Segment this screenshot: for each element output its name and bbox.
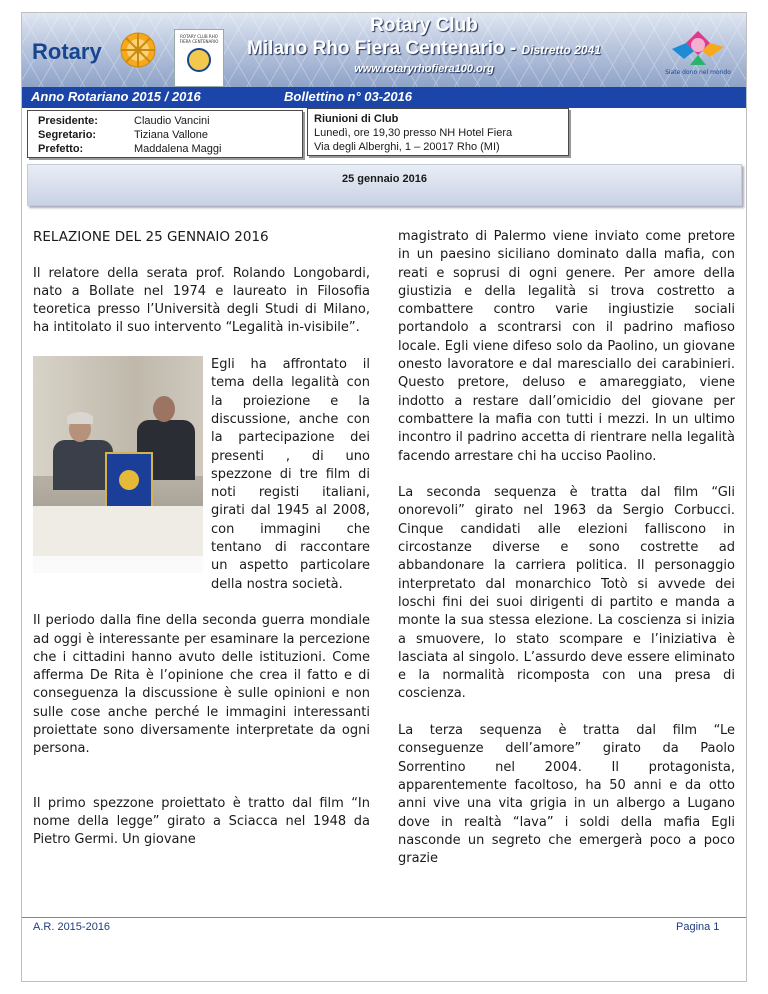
photo-person-left	[53, 440, 113, 490]
footer-divider	[22, 917, 746, 918]
meetings-address: Via degli Alberghi, 1 – 20017 Rho (MI)	[314, 141, 500, 153]
page-number: Pagina 1	[676, 921, 720, 933]
article-paragraph: Il periodo dalla fine della seconda guerra mondiale ad oggi è interessante per esaminare la percezione che i cittadini hanno avuto delle istituzioni. Come afferma De Rita è l’opinione che crea il fatto e di conseguenza la discussione è sulle opinioni e non sulle cose anche perché le immagini interessanti proiettate sono diversamente interpretate da ogni persona.	[33, 613, 370, 757]
photo-tablecloth	[33, 556, 203, 573]
officer-name: Tiziana Vallone	[134, 129, 208, 141]
photo-speaker-head	[153, 396, 175, 422]
website-link[interactable]: www.rotaryrhofiera100.org	[354, 63, 494, 75]
theme-logo-icon	[658, 27, 738, 69]
rotary-logo-text: Rotary	[32, 39, 102, 64]
officer-role: Prefetto:	[38, 143, 84, 155]
banner-subtitle	[62, 38, 746, 60]
officers-box	[27, 110, 303, 158]
photo-banner-emblem	[119, 470, 139, 490]
footer-year: A.R. 2015-2016	[33, 921, 111, 933]
article-paragraph: Il primo spezzone proiettato è tratto dal film “In nome della legge” girato a Sciacca nel 1948 da Pietro Germi. Un giovane	[33, 795, 370, 848]
officer-role: Segretario:	[38, 129, 97, 141]
event-photo	[33, 356, 203, 573]
district-label: Distretto 2041	[521, 43, 601, 57]
article-heading: RELAZIONE DEL 25 GENNAIO 2016	[33, 229, 269, 245]
article-paragraph: La terza sequenza è tratta dal film “Le conseguenze dell’amore” girato da Paolo Sorrentino nel 2004. Il protagonista, apparentemente facoltoso, ha 50 anni e da otto anni vive una vita grigia in un albergo a Lugano dove in realtà “lava” i soldi della mafia Egli nasconde un segreto che emergerà poco a poco grazie	[398, 723, 735, 867]
meetings-schedule: Lunedì, ore 19,30 presso NH Hotel Fiera	[314, 127, 513, 139]
info-bar	[22, 87, 746, 108]
article-paragraph: La seconda sequenza è tratta dal film “Gli onorevoli” girato nel 1963 da Sergio Corbucci. Cinque candidati alle elezioni falliscono in circostanze diverse e sono costrette ad abbandonare la carriera politica. Il personaggio interpretato dal monarchico Totò si avvede dei loschi fini dei suoi dirigenti di partito e manda a monte la sua stessa elezione. La coscienza si inizia a smuovere, lo stato scompare e l’iniziativa è lasciata al singolo. L’assurdo deve essere eliminato e la normalità ricomposta con una presa di coscienza.	[398, 485, 735, 702]
date-band	[27, 164, 742, 206]
bulletin-number: Bollettino n° 03-2016	[284, 89, 413, 104]
photo-person-left-hair	[67, 412, 93, 424]
article-paragraph: Il relatore della serata prof. Rolando Longobardi, nato a Bollate nel 1974 e laureato in Filosofia teoretica presso l’Università degli Studi di Milano, ha intitolato il suo intervento “Legalità in-visibile”.	[33, 265, 370, 336]
meetings-box	[307, 108, 569, 156]
club-logo-text: ROTARY CLUB RHO FIERA CENTENARIO	[179, 34, 219, 44]
article-paragraph: Egli ha affrontato il tema della legalità con la proiezione e la discussione, anche con la partecipazione dei presenti , di uno spezzone di tre film di noti registi italiani, girati dal 1945 al 2008, con immagini che tentano di raccontare un aspetto particolare della nostra società.	[211, 357, 370, 592]
officer-name: Claudio Vancini	[134, 115, 210, 127]
theme-logo-caption: Siate dono nel mondo	[665, 69, 731, 76]
header-banner	[22, 13, 746, 87]
article-paragraph: magistrato di Palermo viene inviato come pretore in un paesino siciliano dominato dalla mafia, con reati e soprusi di ogni genere. Per amore della giustizia e della legalità si trova costretto a combattere contro varie ingiustizie sociali portandolo a scontrarsi con il padrino mafioso locale. Egli viene difeso solo da Paolino, un giovane onesto lavoratore e dal maresciallo dei carabinieri. Questo pretore, deluso e amareggiato, viene indotto a restare dall’omicidio del giovane per combattere la mafia con tutti i mezzi. In un ultimo incontro il padrino accetta di rientrare nella legalità facendo arrestare chi ha ucciso Paolino.	[398, 229, 735, 464]
officer-name: Maddalena Maggi	[134, 143, 222, 155]
rotary-theme-logo	[658, 27, 738, 81]
meetings-heading: Riunioni di Club	[314, 113, 399, 125]
banner-title: Rotary Club	[370, 15, 478, 36]
bulletin-date: 25 gennaio 2016	[342, 173, 427, 185]
rotary-year: Anno Rotariano 2015 / 2016	[31, 89, 201, 104]
club-name: Milano Rho Fiera Centenario -	[247, 38, 522, 59]
left-column	[33, 228, 370, 868]
officer-role: Presidente:	[38, 115, 98, 127]
right-column	[398, 228, 735, 887]
